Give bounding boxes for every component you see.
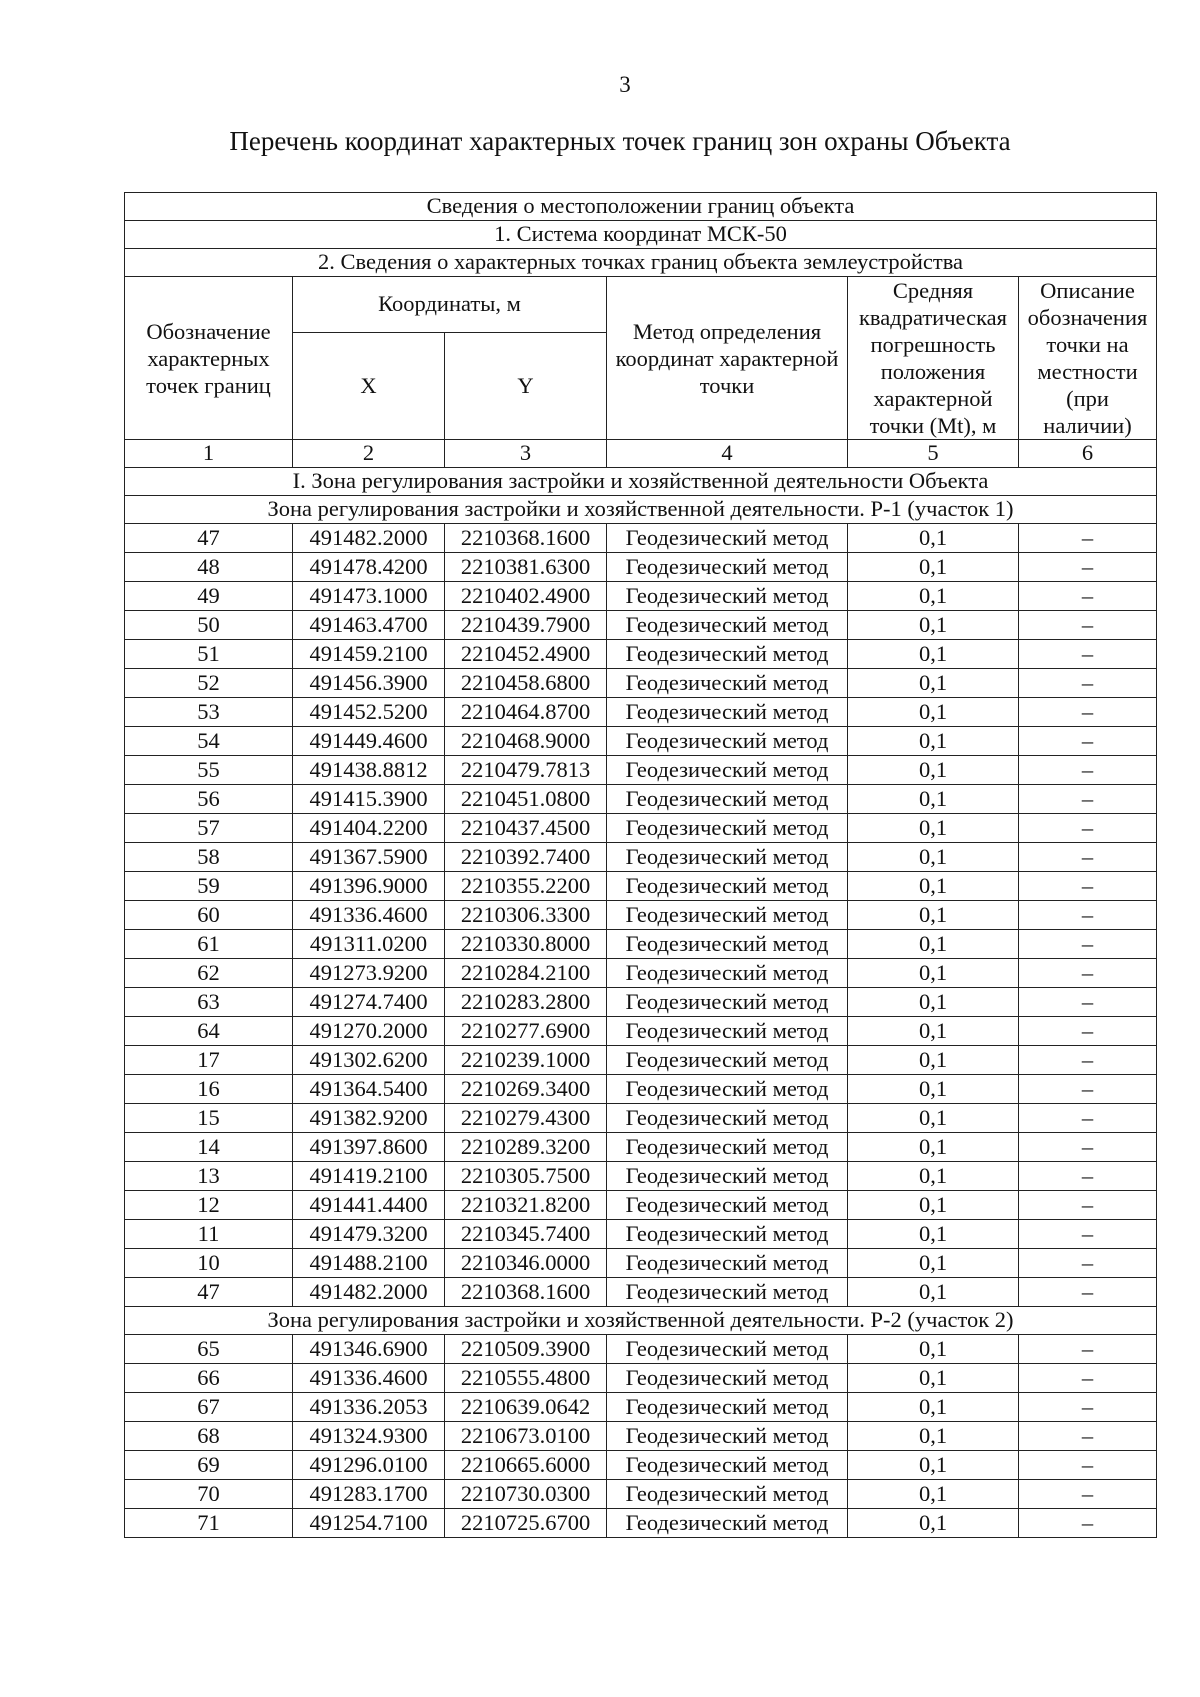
point-cell: 16 — [125, 1075, 293, 1104]
x-cell: 491479.3200 — [293, 1220, 445, 1249]
y-cell: 2210439.7900 — [445, 611, 607, 640]
point-cell: 59 — [125, 872, 293, 901]
point-cell: 49 — [125, 582, 293, 611]
y-cell: 2210509.3900 — [445, 1335, 607, 1364]
table-row — [125, 1220, 1157, 1249]
x-cell: 491441.4400 — [293, 1191, 445, 1220]
accuracy-cell: 0,1 — [848, 1191, 1019, 1220]
y-cell: 2210437.4500 — [445, 814, 607, 843]
x-cell: 491254.7100 — [293, 1509, 445, 1538]
description-cell: – — [1019, 727, 1157, 756]
table-row — [125, 872, 1157, 901]
description-cell: – — [1019, 1393, 1157, 1422]
x-cell: 491336.2053 — [293, 1393, 445, 1422]
accuracy-cell: 0,1 — [848, 1422, 1019, 1451]
x-cell: 491404.2200 — [293, 814, 445, 843]
table-row — [125, 1162, 1157, 1191]
table-row — [125, 930, 1157, 959]
table-row — [125, 524, 1157, 553]
method-cell: Геодезический метод — [607, 1509, 848, 1538]
table-row — [125, 785, 1157, 814]
x-cell: 491311.0200 — [293, 930, 445, 959]
point-cell: 47 — [125, 1278, 293, 1307]
accuracy-cell: 0,1 — [848, 1364, 1019, 1393]
point-cell: 15 — [125, 1104, 293, 1133]
description-cell: – — [1019, 1046, 1157, 1075]
point-cell: 11 — [125, 1220, 293, 1249]
x-cell: 491415.3900 — [293, 785, 445, 814]
x-cell: 491397.8600 — [293, 1133, 445, 1162]
method-cell: Геодезический метод — [607, 1451, 848, 1480]
y-cell: 2210452.4900 — [445, 640, 607, 669]
y-cell: 2210277.6900 — [445, 1017, 607, 1046]
x-cell: 491346.6900 — [293, 1335, 445, 1364]
point-cell: 65 — [125, 1335, 293, 1364]
x-cell: 491273.9200 — [293, 959, 445, 988]
point-cell: 68 — [125, 1422, 293, 1451]
description-cell: – — [1019, 1162, 1157, 1191]
table-row — [125, 814, 1157, 843]
section-title-row — [125, 496, 1157, 524]
method-cell: Геодезический метод — [607, 756, 848, 785]
col-header-y: Y — [445, 333, 607, 440]
method-cell: Геодезический метод — [607, 640, 848, 669]
x-cell: 491296.0100 — [293, 1451, 445, 1480]
y-cell: 2210279.4300 — [445, 1104, 607, 1133]
accuracy-cell: 0,1 — [848, 1133, 1019, 1162]
table-row — [125, 1480, 1157, 1509]
zone-title-cell: I. Зона регулирования застройки и хозяйственной деятельности Объекта — [125, 468, 1157, 496]
description-cell: – — [1019, 611, 1157, 640]
document-title: Перечень координат характерных точек границ зон охраны Объекта — [229, 126, 1011, 156]
y-cell: 2210392.7400 — [445, 843, 607, 872]
x-cell: 491396.9000 — [293, 872, 445, 901]
accuracy-cell: 0,1 — [848, 843, 1019, 872]
x-cell: 491438.8812 — [293, 756, 445, 785]
point-cell: 12 — [125, 1191, 293, 1220]
col-number: 5 — [848, 440, 1019, 468]
point-cell: 66 — [125, 1364, 293, 1393]
section-title-cell: Зона регулирования застройки и хозяйственной деятельности. Р-1 (участок 1) — [125, 496, 1157, 524]
accuracy-cell: 0,1 — [848, 785, 1019, 814]
y-cell: 2210269.3400 — [445, 1075, 607, 1104]
method-cell: Геодезический метод — [607, 1075, 848, 1104]
accuracy-cell: 0,1 — [848, 814, 1019, 843]
x-cell: 491478.4200 — [293, 553, 445, 582]
x-cell: 491274.7400 — [293, 988, 445, 1017]
col-number: 6 — [1019, 440, 1157, 468]
point-cell: 58 — [125, 843, 293, 872]
accuracy-cell: 0,1 — [848, 669, 1019, 698]
column-header-row — [125, 277, 1157, 333]
x-cell: 491364.5400 — [293, 1075, 445, 1104]
x-cell: 491336.4600 — [293, 1364, 445, 1393]
x-cell: 491473.1000 — [293, 582, 445, 611]
accuracy-cell: 0,1 — [848, 756, 1019, 785]
header-points-cell: 2. Сведения о характерных точках границ объекта землеустройства — [125, 249, 1157, 277]
x-cell: 491449.4600 — [293, 727, 445, 756]
x-cell: 491270.2000 — [293, 1017, 445, 1046]
method-cell: Геодезический метод — [607, 1422, 848, 1451]
y-cell: 2210305.7500 — [445, 1162, 607, 1191]
method-cell: Геодезический метод — [607, 814, 848, 843]
method-cell: Геодезический метод — [607, 727, 848, 756]
table-row — [125, 553, 1157, 582]
method-cell: Геодезический метод — [607, 698, 848, 727]
description-cell: – — [1019, 901, 1157, 930]
table-row — [125, 959, 1157, 988]
method-cell: Геодезический метод — [607, 1278, 848, 1307]
table-row — [125, 1393, 1157, 1422]
method-cell: Геодезический метод — [607, 785, 848, 814]
method-cell: Геодезический метод — [607, 988, 848, 1017]
section-title-cell: Зона регулирования застройки и хозяйственной деятельности. Р-2 (участок 2) — [125, 1307, 1157, 1335]
table-row — [125, 1364, 1157, 1393]
accuracy-cell: 0,1 — [848, 727, 1019, 756]
description-cell: – — [1019, 1191, 1157, 1220]
x-cell: 491336.4600 — [293, 901, 445, 930]
header-row-info — [125, 193, 1157, 221]
description-cell: – — [1019, 1278, 1157, 1307]
description-cell: – — [1019, 582, 1157, 611]
y-cell: 2210289.3200 — [445, 1133, 607, 1162]
header-row-crs — [125, 221, 1157, 249]
description-cell: – — [1019, 930, 1157, 959]
y-cell: 2210346.0000 — [445, 1249, 607, 1278]
y-cell: 2210468.9000 — [445, 727, 607, 756]
method-cell: Геодезический метод — [607, 872, 848, 901]
description-cell: – — [1019, 553, 1157, 582]
description-cell: – — [1019, 640, 1157, 669]
table-row — [125, 611, 1157, 640]
col-header-method: Метод определения координат характерной точки — [607, 277, 848, 440]
method-cell: Геодезический метод — [607, 1220, 848, 1249]
point-cell: 51 — [125, 640, 293, 669]
point-cell: 64 — [125, 1017, 293, 1046]
accuracy-cell: 0,1 — [848, 1451, 1019, 1480]
header-info-cell: Сведения о местоположении границ объекта — [125, 193, 1157, 221]
table-row — [125, 1249, 1157, 1278]
header-row-points — [125, 249, 1157, 277]
point-cell: 56 — [125, 785, 293, 814]
accuracy-cell: 0,1 — [848, 698, 1019, 727]
y-cell: 2210368.1600 — [445, 524, 607, 553]
x-cell: 491419.2100 — [293, 1162, 445, 1191]
col-header-accuracy: Средняя квадратическая погрешность положения характерной точки (Mt), м — [848, 277, 1019, 440]
accuracy-cell: 0,1 — [848, 1075, 1019, 1104]
col-header-description: Описание обозначения точки на местности (при наличии) — [1019, 277, 1157, 440]
accuracy-cell: 0,1 — [848, 1509, 1019, 1538]
y-cell: 2210381.6300 — [445, 553, 607, 582]
column-number-row — [125, 440, 1157, 468]
y-cell: 2210665.6000 — [445, 1451, 607, 1480]
table-row — [125, 727, 1157, 756]
accuracy-cell: 0,1 — [848, 524, 1019, 553]
method-cell: Геодезический метод — [607, 1249, 848, 1278]
x-cell: 491459.2100 — [293, 640, 445, 669]
col-number: 1 — [125, 440, 293, 468]
accuracy-cell: 0,1 — [848, 1220, 1019, 1249]
col-number: 2 — [293, 440, 445, 468]
col-header-point: Обозначение характерных точек границ — [125, 277, 293, 440]
description-cell: – — [1019, 669, 1157, 698]
description-cell: – — [1019, 1220, 1157, 1249]
method-cell: Геодезический метод — [607, 930, 848, 959]
accuracy-cell: 0,1 — [848, 1046, 1019, 1075]
method-cell: Геодезический метод — [607, 669, 848, 698]
method-cell: Геодезический метод — [607, 524, 848, 553]
description-cell: – — [1019, 1480, 1157, 1509]
y-cell: 2210330.8000 — [445, 930, 607, 959]
table-row — [125, 1422, 1157, 1451]
y-cell: 2210306.3300 — [445, 901, 607, 930]
x-cell: 491456.3900 — [293, 669, 445, 698]
table-row — [125, 582, 1157, 611]
accuracy-cell: 0,1 — [848, 640, 1019, 669]
accuracy-cell: 0,1 — [848, 1104, 1019, 1133]
y-cell: 2210368.1600 — [445, 1278, 607, 1307]
x-cell: 491482.2000 — [293, 524, 445, 553]
description-cell: – — [1019, 1509, 1157, 1538]
description-cell: – — [1019, 988, 1157, 1017]
point-cell: 52 — [125, 669, 293, 698]
accuracy-cell: 0,1 — [848, 901, 1019, 930]
table-row — [125, 988, 1157, 1017]
table-row — [125, 698, 1157, 727]
y-cell: 2210673.0100 — [445, 1422, 607, 1451]
method-cell: Геодезический метод — [607, 901, 848, 930]
table-row — [125, 1509, 1157, 1538]
y-cell: 2210321.8200 — [445, 1191, 607, 1220]
table-row — [125, 1104, 1157, 1133]
description-cell: – — [1019, 785, 1157, 814]
point-cell: 54 — [125, 727, 293, 756]
point-cell: 62 — [125, 959, 293, 988]
accuracy-cell: 0,1 — [848, 872, 1019, 901]
table-row — [125, 1046, 1157, 1075]
coordinates-table — [124, 192, 1157, 1538]
description-cell: – — [1019, 872, 1157, 901]
method-cell: Геодезический метод — [607, 1133, 848, 1162]
description-cell: – — [1019, 814, 1157, 843]
accuracy-cell: 0,1 — [848, 1162, 1019, 1191]
method-cell: Геодезический метод — [607, 1162, 848, 1191]
x-cell: 491463.4700 — [293, 611, 445, 640]
table-row — [125, 1278, 1157, 1307]
x-cell: 491367.5900 — [293, 843, 445, 872]
y-cell: 2210639.0642 — [445, 1393, 607, 1422]
y-cell: 2210284.2100 — [445, 959, 607, 988]
point-cell: 57 — [125, 814, 293, 843]
table-row — [125, 843, 1157, 872]
description-cell: – — [1019, 1422, 1157, 1451]
description-cell: – — [1019, 959, 1157, 988]
point-cell: 10 — [125, 1249, 293, 1278]
y-cell: 2210555.4800 — [445, 1364, 607, 1393]
page-number: 3 — [619, 72, 631, 97]
point-cell: 14 — [125, 1133, 293, 1162]
accuracy-cell: 0,1 — [848, 1249, 1019, 1278]
method-cell: Геодезический метод — [607, 1046, 848, 1075]
description-cell: – — [1019, 1451, 1157, 1480]
accuracy-cell: 0,1 — [848, 611, 1019, 640]
col-number: 4 — [607, 440, 848, 468]
method-cell: Геодезический метод — [607, 611, 848, 640]
description-cell: – — [1019, 1017, 1157, 1046]
accuracy-cell: 0,1 — [848, 1335, 1019, 1364]
y-cell: 2210464.8700 — [445, 698, 607, 727]
point-cell: 63 — [125, 988, 293, 1017]
point-cell: 71 — [125, 1509, 293, 1538]
method-cell: Геодезический метод — [607, 1393, 848, 1422]
point-cell: 69 — [125, 1451, 293, 1480]
description-cell: – — [1019, 843, 1157, 872]
description-cell: – — [1019, 698, 1157, 727]
method-cell: Геодезический метод — [607, 1191, 848, 1220]
method-cell: Геодезический метод — [607, 959, 848, 988]
point-cell: 61 — [125, 930, 293, 959]
method-cell: Геодезический метод — [607, 843, 848, 872]
accuracy-cell: 0,1 — [848, 988, 1019, 1017]
header-crs-cell: 1. Система координат МСК-50 — [125, 221, 1157, 249]
point-cell: 60 — [125, 901, 293, 930]
method-cell: Геодезический метод — [607, 1335, 848, 1364]
x-cell: 491488.2100 — [293, 1249, 445, 1278]
table-row — [125, 756, 1157, 785]
y-cell: 2210730.0300 — [445, 1480, 607, 1509]
accuracy-cell: 0,1 — [848, 959, 1019, 988]
method-cell: Геодезический метод — [607, 553, 848, 582]
description-cell: – — [1019, 1075, 1157, 1104]
method-cell: Геодезический метод — [607, 1364, 848, 1393]
x-cell: 491482.2000 — [293, 1278, 445, 1307]
section-title-row — [125, 1307, 1157, 1335]
y-cell: 2210479.7813 — [445, 756, 607, 785]
col-header-x: X — [293, 333, 445, 440]
accuracy-cell: 0,1 — [848, 1017, 1019, 1046]
y-cell: 2210451.0800 — [445, 785, 607, 814]
point-cell: 70 — [125, 1480, 293, 1509]
description-cell: – — [1019, 1335, 1157, 1364]
point-cell: 50 — [125, 611, 293, 640]
point-cell: 48 — [125, 553, 293, 582]
method-cell: Геодезический метод — [607, 1104, 848, 1133]
description-cell: – — [1019, 524, 1157, 553]
col-number: 3 — [445, 440, 607, 468]
y-cell: 2210239.1000 — [445, 1046, 607, 1075]
y-cell: 2210355.2200 — [445, 872, 607, 901]
method-cell: Геодезический метод — [607, 582, 848, 611]
zone-title-row — [125, 468, 1157, 496]
accuracy-cell: 0,1 — [848, 1278, 1019, 1307]
table-row — [125, 1133, 1157, 1162]
table-row — [125, 640, 1157, 669]
x-cell: 491283.1700 — [293, 1480, 445, 1509]
point-cell: 53 — [125, 698, 293, 727]
point-cell: 13 — [125, 1162, 293, 1191]
x-cell: 491324.9300 — [293, 1422, 445, 1451]
table-row — [125, 1191, 1157, 1220]
y-cell: 2210458.6800 — [445, 669, 607, 698]
y-cell: 2210283.2800 — [445, 988, 607, 1017]
y-cell: 2210345.7400 — [445, 1220, 607, 1249]
accuracy-cell: 0,1 — [848, 1393, 1019, 1422]
point-cell: 67 — [125, 1393, 293, 1422]
table-row — [125, 1451, 1157, 1480]
y-cell: 2210402.4900 — [445, 582, 607, 611]
x-cell: 491302.6200 — [293, 1046, 445, 1075]
table-row — [125, 1017, 1157, 1046]
col-header-coordinates: Координаты, м — [293, 277, 607, 333]
accuracy-cell: 0,1 — [848, 553, 1019, 582]
table-row — [125, 1075, 1157, 1104]
y-cell: 2210725.6700 — [445, 1509, 607, 1538]
description-cell: – — [1019, 1133, 1157, 1162]
table-row — [125, 901, 1157, 930]
point-cell: 55 — [125, 756, 293, 785]
accuracy-cell: 0,1 — [848, 582, 1019, 611]
x-cell: 491452.5200 — [293, 698, 445, 727]
accuracy-cell: 0,1 — [848, 1480, 1019, 1509]
description-cell: – — [1019, 1249, 1157, 1278]
accuracy-cell: 0,1 — [848, 930, 1019, 959]
description-cell: – — [1019, 756, 1157, 785]
description-cell: – — [1019, 1104, 1157, 1133]
table-row — [125, 669, 1157, 698]
description-cell: – — [1019, 1364, 1157, 1393]
method-cell: Геодезический метод — [607, 1017, 848, 1046]
table-row — [125, 1335, 1157, 1364]
point-cell: 17 — [125, 1046, 293, 1075]
point-cell: 47 — [125, 524, 293, 553]
method-cell: Геодезический метод — [607, 1480, 848, 1509]
x-cell: 491382.9200 — [293, 1104, 445, 1133]
